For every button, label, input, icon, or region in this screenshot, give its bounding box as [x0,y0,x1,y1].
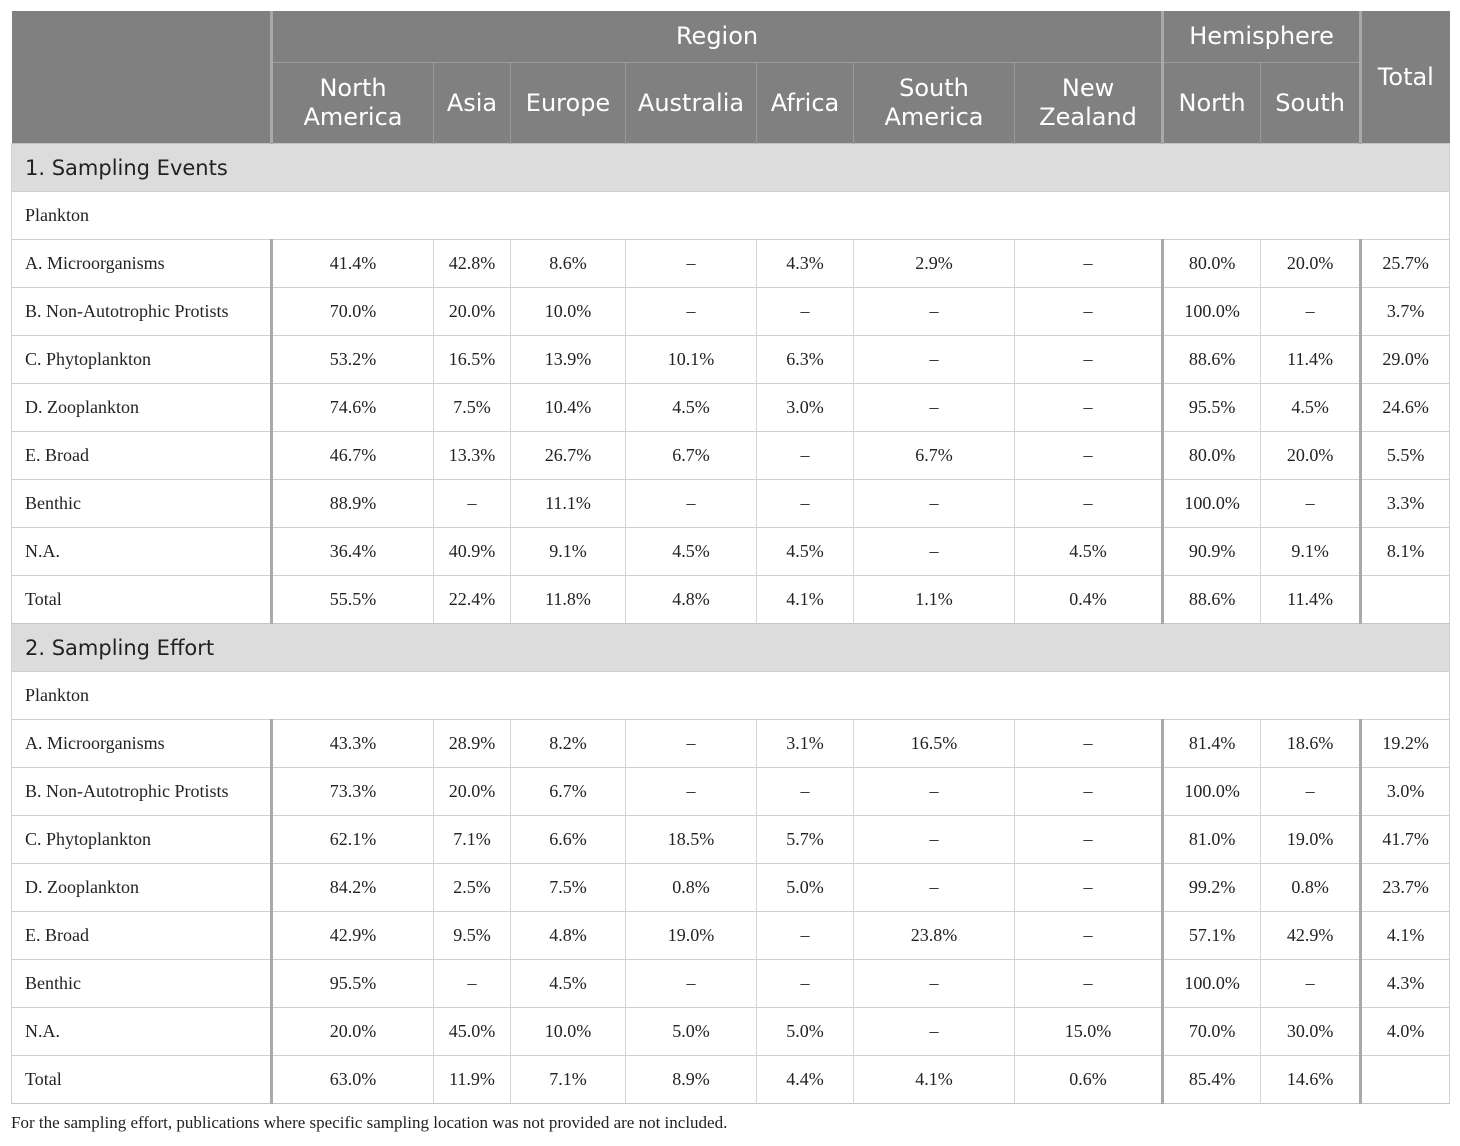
table-cell: – [854,384,1015,432]
row-label: D. Zooplankton [12,864,272,912]
table-cell: 6.6% [511,816,626,864]
table-cell: – [854,336,1015,384]
table-cell: 100.0% [1163,288,1261,336]
table-cell: 1.1% [854,576,1015,624]
group-row [12,192,1450,240]
table-cell: 26.7% [511,432,626,480]
table-cell: 81.0% [1163,816,1261,864]
table-cell [1361,1056,1450,1104]
table-cell: 5.7% [757,816,854,864]
table-row [12,288,1450,336]
table-cell: – [1015,720,1163,768]
table-cell: 6.7% [854,432,1015,480]
table-cell: – [854,864,1015,912]
table-cell: 13.3% [434,432,511,480]
group-label: Plankton [12,192,1450,240]
group-row [12,672,1450,720]
table-cell: 7.5% [434,384,511,432]
table-cell: 9.1% [511,528,626,576]
table-cell: 4.3% [757,240,854,288]
table-cell: 8.6% [511,240,626,288]
table-cell: – [854,288,1015,336]
table-cell: 6.3% [757,336,854,384]
table-cell: 42.9% [272,912,434,960]
group-label: Plankton [12,672,1450,720]
table-cell: 88.6% [1163,576,1261,624]
table-cell: 5.5% [1361,432,1450,480]
table-row [12,480,1450,528]
row-label: B. Non-Autotrophic Protists [12,768,272,816]
table-cell: 20.0% [1261,240,1361,288]
table-row [12,1056,1450,1104]
table-cell: 28.9% [434,720,511,768]
table-cell: 18.6% [1261,720,1361,768]
table-cell: 2.9% [854,240,1015,288]
table-cell: 85.4% [1163,1056,1261,1104]
table-cell: 4.1% [1361,912,1450,960]
table-cell: – [1261,768,1361,816]
table-cell: 70.0% [272,288,434,336]
header-asia: Asia [434,63,511,144]
table-cell: – [854,768,1015,816]
table-cell: 29.0% [1361,336,1450,384]
table-cell: – [854,816,1015,864]
table-cell: 11.1% [511,480,626,528]
table-cell: 100.0% [1163,768,1261,816]
table-cell: 4.0% [1361,1008,1450,1056]
table-cell: – [854,960,1015,1008]
table-cell: 0.6% [1015,1056,1163,1104]
table-cell: 42.8% [434,240,511,288]
table-cell: 5.0% [757,864,854,912]
table-cell: 14.6% [1261,1056,1361,1104]
table-cell: 4.3% [1361,960,1450,1008]
table-cell: 20.0% [1261,432,1361,480]
sampling-table [11,11,1450,1104]
table-cell: – [1261,960,1361,1008]
table-cell [1361,576,1450,624]
table-cell: 81.4% [1163,720,1261,768]
section-header-row [12,144,1450,192]
table-cell: 95.5% [272,960,434,1008]
row-label: A. Microorganisms [12,240,272,288]
header-europe: Europe [511,63,626,144]
table-cell: 3.3% [1361,480,1450,528]
header-corner [12,11,272,144]
table-cell: 41.7% [1361,816,1450,864]
table-cell: 88.6% [1163,336,1261,384]
table-cell: – [757,432,854,480]
table-cell: 55.5% [272,576,434,624]
header-new-zealand: New Zealand [1015,63,1163,144]
table-row [12,384,1450,432]
header-total: Total [1361,11,1450,144]
table-cell: 80.0% [1163,432,1261,480]
table-cell: 36.4% [272,528,434,576]
table-cell: 13.9% [511,336,626,384]
table-cell: 11.9% [434,1056,511,1104]
table-cell: 16.5% [854,720,1015,768]
row-label: C. Phytoplankton [12,336,272,384]
table-row [12,864,1450,912]
table-cell: – [757,912,854,960]
table-cell: 10.0% [511,1008,626,1056]
table-cell: 4.5% [511,960,626,1008]
table-cell: 0.8% [1261,864,1361,912]
table-cell: 23.8% [854,912,1015,960]
table-cell: 19.0% [626,912,757,960]
table-cell: 57.1% [1163,912,1261,960]
table-cell: 30.0% [1261,1008,1361,1056]
table-cell: – [854,480,1015,528]
table-cell: 42.9% [1261,912,1361,960]
table-cell: 20.0% [434,768,511,816]
table-cell: 18.5% [626,816,757,864]
table-cell: 0.8% [626,864,757,912]
table-row [12,432,1450,480]
table-cell: 7.5% [511,864,626,912]
table-row [12,1008,1450,1056]
table-row [12,768,1450,816]
table-cell: – [626,720,757,768]
table-cell: 41.4% [272,240,434,288]
table-cell: 9.1% [1261,528,1361,576]
table-row [12,960,1450,1008]
table-cell: 19.2% [1361,720,1450,768]
table-cell: 4.8% [626,576,757,624]
header-north-america: North America [272,63,434,144]
table-cell: 5.0% [757,1008,854,1056]
section-title: 1. Sampling Events [12,144,1450,192]
table-cell: – [1015,864,1163,912]
table-row [12,816,1450,864]
row-label: Total [12,1056,272,1104]
table-cell: – [757,768,854,816]
table-cell: 7.1% [511,1056,626,1104]
header-hemisphere: Hemisphere [1163,11,1361,63]
table-cell: – [1015,336,1163,384]
table-cell: 16.5% [434,336,511,384]
row-label: E. Broad [12,432,272,480]
table-cell: 0.4% [1015,576,1163,624]
section-header-row [12,624,1450,672]
table-cell: – [757,480,854,528]
table-cell: 15.0% [1015,1008,1163,1056]
row-label: Benthic [12,480,272,528]
row-label: Total [12,576,272,624]
table-cell: 10.4% [511,384,626,432]
table-cell: 11.8% [511,576,626,624]
table-cell: 4.4% [757,1056,854,1104]
table-cell: – [1015,288,1163,336]
row-label: A. Microorganisms [12,720,272,768]
table-cell: 20.0% [272,1008,434,1056]
table-row [12,576,1450,624]
table-cell: 10.0% [511,288,626,336]
table-cell: 63.0% [272,1056,434,1104]
table-cell: 53.2% [272,336,434,384]
table-cell: 4.1% [757,576,854,624]
table-cell: 90.9% [1163,528,1261,576]
table-cell: 62.1% [272,816,434,864]
header-australia: Australia [626,63,757,144]
row-label: D. Zooplankton [12,384,272,432]
table-cell: – [1015,960,1163,1008]
table-cell: 100.0% [1163,480,1261,528]
table-cell: 3.1% [757,720,854,768]
header-south-america: South America [854,63,1015,144]
header-north: North [1163,63,1261,144]
table-cell: – [1015,432,1163,480]
table-cell: – [854,528,1015,576]
table-cell: – [1015,768,1163,816]
table-cell: 4.5% [1015,528,1163,576]
table-cell: – [1015,816,1163,864]
table-cell: 11.4% [1261,336,1361,384]
table-cell: 6.7% [511,768,626,816]
table-cell: – [1015,384,1163,432]
table-cell: 6.7% [626,432,757,480]
table-cell: – [1015,240,1163,288]
table-cell: 4.1% [854,1056,1015,1104]
table-cell: 88.9% [272,480,434,528]
table-cell: – [757,288,854,336]
table-cell: 4.5% [626,528,757,576]
table-row [12,912,1450,960]
table-cell: – [434,960,511,1008]
table-row [12,336,1450,384]
header-region: Region [272,11,1163,63]
table-cell: 46.7% [272,432,434,480]
table-cell: – [1261,480,1361,528]
table-cell: 100.0% [1163,960,1261,1008]
header-africa: Africa [757,63,854,144]
row-label: E. Broad [12,912,272,960]
table-cell: 80.0% [1163,240,1261,288]
table-cell: 25.7% [1361,240,1450,288]
table-cell: 19.0% [1261,816,1361,864]
table-cell: – [626,480,757,528]
table-cell: 95.5% [1163,384,1261,432]
table-cell: – [626,768,757,816]
table-cell: 3.0% [757,384,854,432]
table-cell: 20.0% [434,288,511,336]
table-cell: 3.7% [1361,288,1450,336]
table-cell: – [1261,288,1361,336]
table-cell: 43.3% [272,720,434,768]
table-row [12,240,1450,288]
table-cell: – [626,288,757,336]
data-table-container [11,11,1449,1104]
table-cell: – [1015,912,1163,960]
table-cell: 40.9% [434,528,511,576]
table-cell: 8.2% [511,720,626,768]
table-cell: 5.0% [626,1008,757,1056]
table-row [12,528,1450,576]
table-row [12,720,1450,768]
table-cell: 70.0% [1163,1008,1261,1056]
table-body [12,144,1450,1104]
table-cell: 73.3% [272,768,434,816]
table-cell: 4.8% [511,912,626,960]
row-label: C. Phytoplankton [12,816,272,864]
table-cell: 10.1% [626,336,757,384]
table-cell: 23.7% [1361,864,1450,912]
table-cell: – [626,240,757,288]
row-label: B. Non-Autotrophic Protists [12,288,272,336]
row-label: N.A. [12,528,272,576]
table-cell: – [1015,480,1163,528]
table-cell: 3.0% [1361,768,1450,816]
row-label: N.A. [12,1008,272,1056]
row-label: Benthic [12,960,272,1008]
header-south: South [1261,63,1361,144]
table-cell: – [757,960,854,1008]
table-cell: 22.4% [434,576,511,624]
section-title: 2. Sampling Effort [12,624,1450,672]
table-cell: 24.6% [1361,384,1450,432]
table-cell: 2.5% [434,864,511,912]
table-cell: 74.6% [272,384,434,432]
table-header [12,11,1450,144]
table-cell: 9.5% [434,912,511,960]
footnote: For the sampling effort, publications where specific sampling location was not provided are not included. [11,1113,728,1132]
table-cell: 7.1% [434,816,511,864]
table-cell: 99.2% [1163,864,1261,912]
table-cell: 8.9% [626,1056,757,1104]
table-cell: 4.5% [757,528,854,576]
table-cell: 4.5% [626,384,757,432]
table-cell: 84.2% [272,864,434,912]
table-cell: – [626,960,757,1008]
table-cell: – [434,480,511,528]
table-cell: 8.1% [1361,528,1450,576]
table-cell: 4.5% [1261,384,1361,432]
table-cell: 11.4% [1261,576,1361,624]
table-cell: 45.0% [434,1008,511,1056]
table-cell: – [854,1008,1015,1056]
